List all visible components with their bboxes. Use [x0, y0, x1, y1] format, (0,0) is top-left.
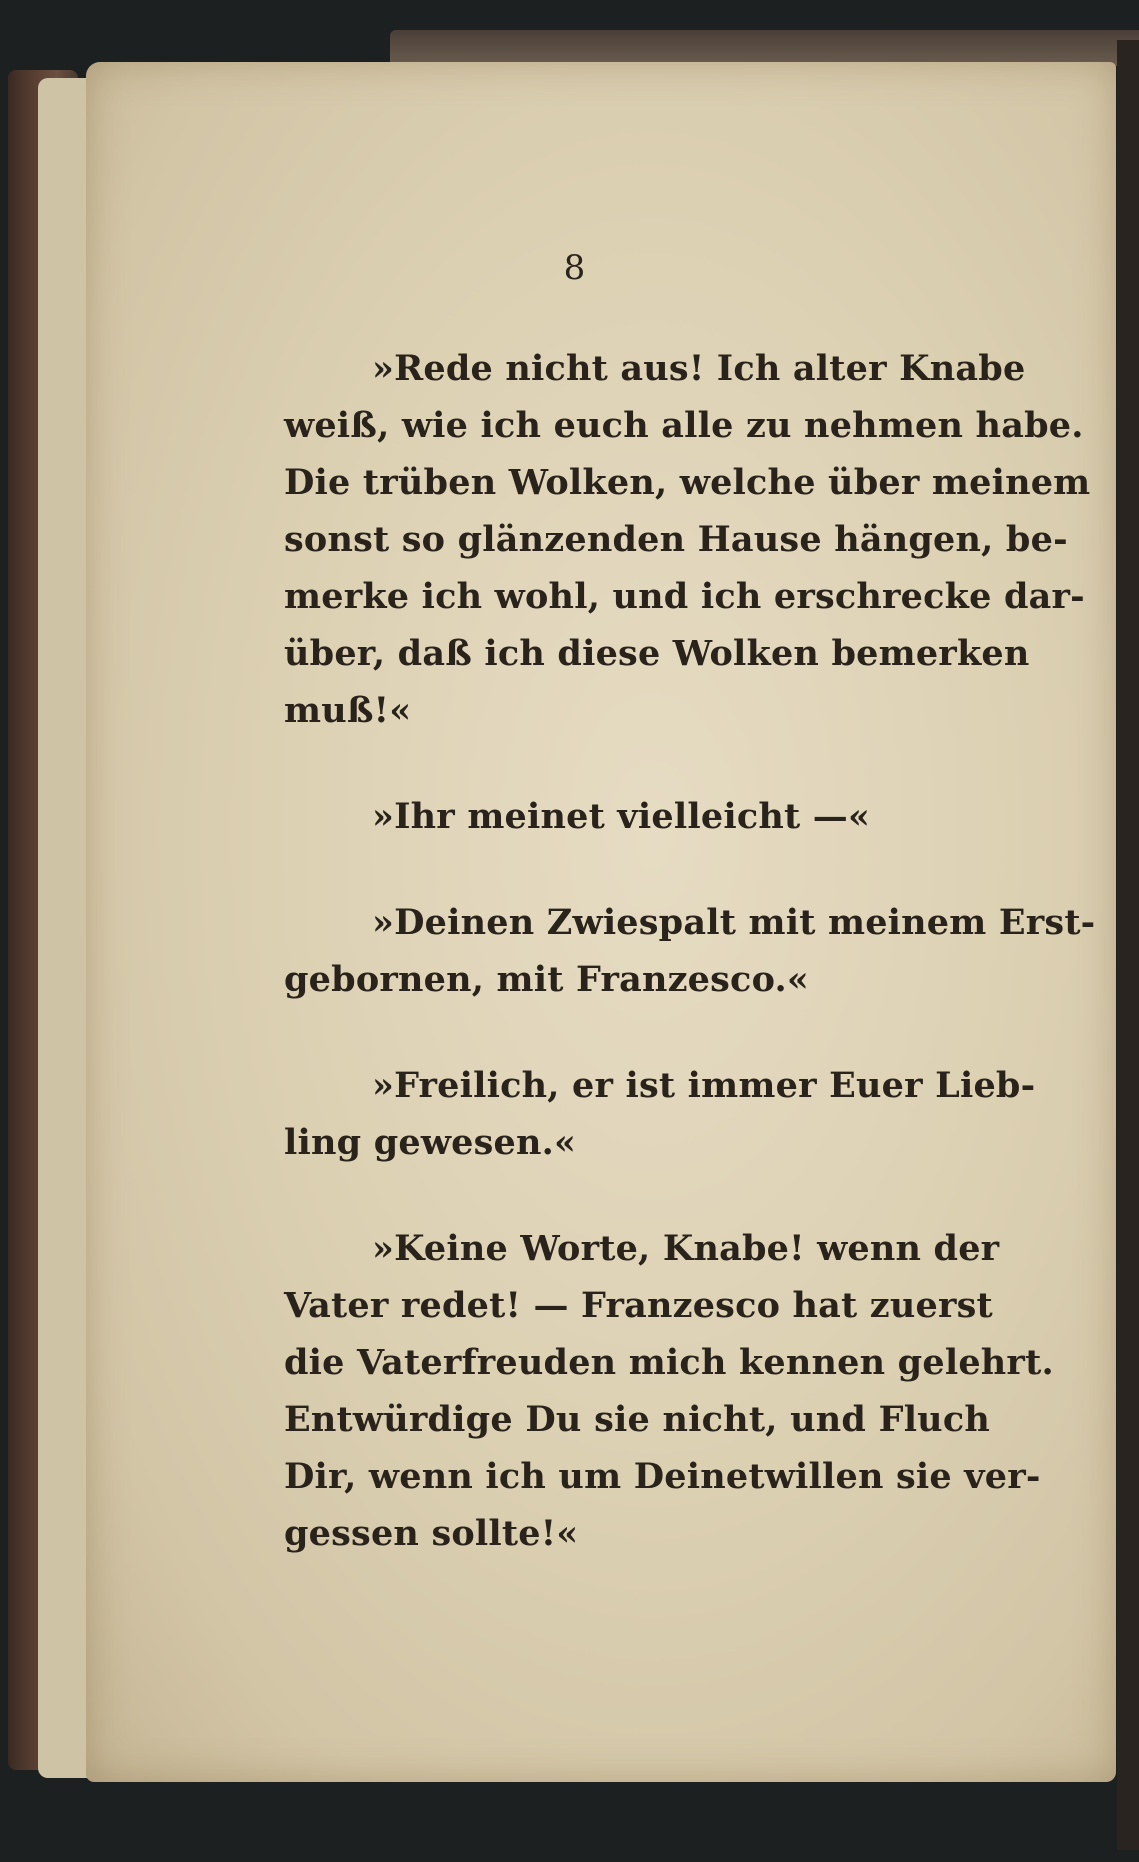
text-line: über, daß ich diese Wolken bemerken	[284, 633, 1030, 674]
text-line: gebornen, mit Franzesco.«	[284, 959, 809, 1000]
text-line: Die trüben Wolken, welche über meinem	[284, 462, 1091, 503]
page-number: 8	[563, 248, 586, 288]
text-line: »Ihr meinet vielleicht —«	[372, 796, 871, 837]
text-line: Vater redet! — Franzesco hat zuerst	[284, 1285, 993, 1326]
text-line: merke ich wohl, und ich erschrecke dar-	[284, 576, 1085, 617]
text-line: »Rede nicht aus! Ich alter Knabe	[372, 348, 1026, 389]
book-right-edge	[1117, 40, 1139, 1850]
text-line: Dir, wenn ich um Deinetwillen sie ver-	[284, 1456, 1041, 1497]
text-block	[284, 340, 1096, 1562]
text-line: die Vaterfreuden mich kennen gelehrt.	[284, 1342, 1054, 1383]
text-line: sonst so glänzenden Hause hängen, be-	[284, 519, 1068, 560]
text-line: weiß, wie ich euch alle zu nehmen habe.	[284, 405, 1084, 446]
text-line: muß!«	[284, 690, 412, 731]
text-line: ling gewesen.«	[284, 1122, 577, 1163]
text-line: »Keine Worte, Knabe! wenn der	[372, 1228, 1000, 1269]
text-line: Entwürdige Du sie nicht, und Fluch	[284, 1399, 990, 1440]
book-top-edge	[390, 30, 1139, 66]
text-line: gessen sollte!«	[284, 1513, 579, 1554]
text-line: »Deinen Zwiespalt mit meinem Erst-	[372, 902, 1096, 943]
text-line: »Freilich, er ist immer Euer Lieb-	[372, 1065, 1036, 1106]
